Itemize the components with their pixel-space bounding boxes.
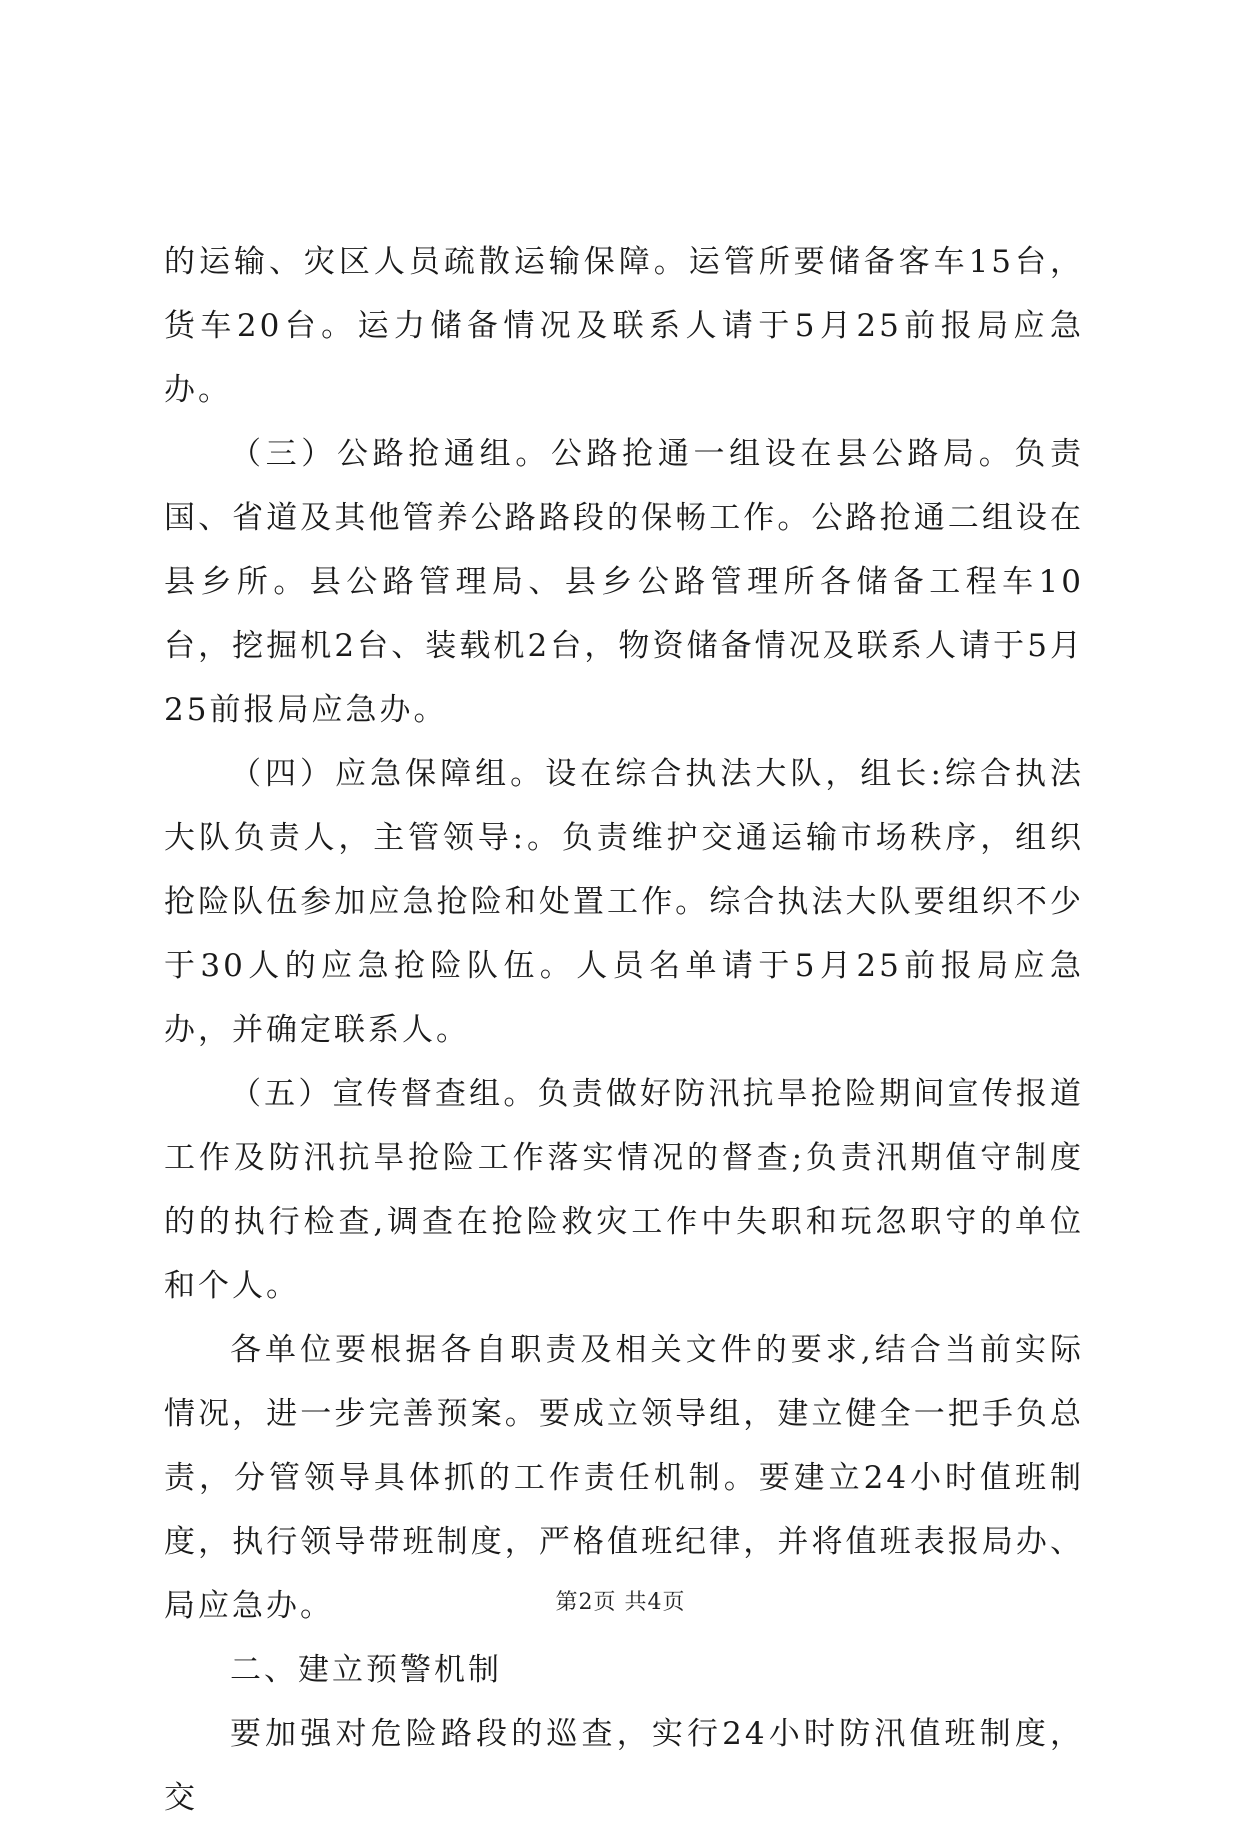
paragraph-road-rescue-group: （三）公路抢通组。公路抢通一组设在县公路局。负责国、省道及其他管养公路路段的保畅工作。公路抢通二组设在县乡所。县公路管理局、县乡公路管理所各储备工程车10台，挖掘机2台、装载机2台，物资储备情况及联系人请于5月25前报局应急办。 bbox=[164, 436, 1084, 728]
paragraph-unit-requirements: 各单位要根据各自职责及相关文件的要求,结合当前实际情况，进一步完善预案。要成立领导组，建立健全一把手负总责，分管领导具体抓的工作责任机制。要建立24小时值班制度，执行领导带班制度，严格值班纪律，并将值班表报局办、局应急办。 bbox=[164, 1332, 1084, 1624]
page-footer bbox=[0, 1588, 1241, 1618]
paragraph-publicity-inspection-group: （五）宣传督查组。负责做好防汛抗旱抢险期间宣传报道工作及防汛抗旱抢险工作落实情况的督查;负责汛期值守制度的的执行检查,调查在抢险救灾工作中失职和玩忽职守的单位和个人。 bbox=[164, 1076, 1084, 1304]
section-heading-warning-mechanism: 二、建立预警机制 bbox=[230, 1652, 502, 1688]
page-number-indicator: 第2页 共4页 bbox=[555, 1590, 686, 1615]
paragraph-emergency-support-group: （四）应急保障组。设在综合执法大队，组长:综合执法大队负责人，主管领导:。负责维护交通运输市场秩序，组织抢险队伍参加应急抢险和处置工作。综合执法大队要组织不少于30人的应急抢险队伍。人员名单请于5月25前报局应急办，并确定联系人。 bbox=[164, 756, 1084, 1048]
paragraph-continuation: 的运输、灾区人员疏散运输保障。运管所要储备客车15台，货车20台。运力储备情况及联系人请于5月25前报局应急办。 bbox=[164, 244, 1084, 408]
paragraph-patrol-requirements: 要加强对危险路段的巡查，实行24小时防汛值班制度，交 bbox=[164, 1716, 1084, 1816]
